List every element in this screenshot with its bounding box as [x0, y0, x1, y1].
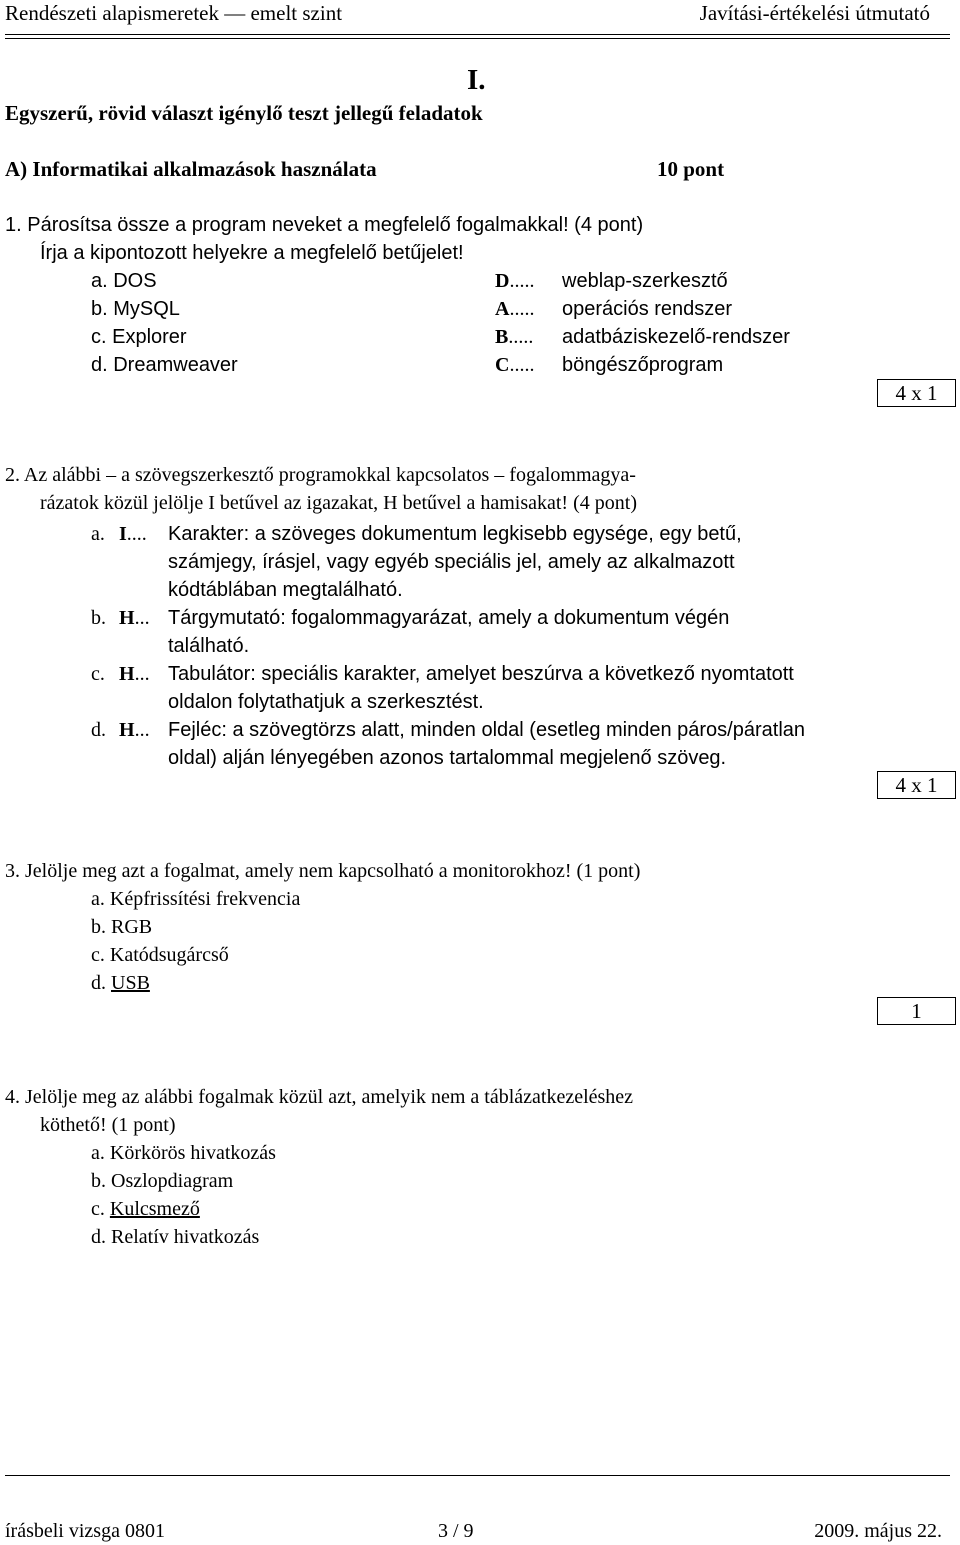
- q3-option-prefix: d.: [91, 972, 111, 994]
- q1-item-right: böngészőprogram: [562, 354, 724, 376]
- q4-prompt: 4. Jelölje meg az alábbi fogalmak közül azt, amelyik nem a táblázatkezeléshez: [5, 1086, 634, 1108]
- footer-rule: [5, 1475, 950, 1476]
- q2-item-label: c.: [91, 663, 105, 685]
- part-title: Egyszerű, rövid választ igénylő teszt jellegű feladatok: [5, 101, 483, 125]
- q2-item-label: b.: [91, 607, 106, 629]
- q2-item-text: oldal) alján lényegében azonos tartalommal megjelenő szöveg.: [168, 747, 727, 769]
- q3-option-answer: [91, 973, 150, 993]
- q1-item-left: c. Explorer: [91, 326, 187, 348]
- q1-answer-dots: .....: [509, 270, 535, 292]
- q1-answer-letter: C: [495, 354, 510, 376]
- q1-instruction: Írja a kipontozott helyekre a megfelelő betűjelet!: [40, 242, 464, 264]
- q3-correct-answer: USB: [111, 972, 150, 994]
- q1-answer-letter: A: [495, 298, 510, 320]
- q1-item-right: adatbáziskezelő-rendszer: [562, 326, 790, 348]
- q2-item-label: d.: [91, 719, 106, 741]
- q3-score-box: 1: [877, 997, 956, 1025]
- q2-mark-letter: H: [119, 607, 135, 629]
- q3-option: b. RGB: [91, 916, 153, 938]
- section-points: 10 pont: [657, 157, 725, 181]
- q2-mark-dots: ...: [134, 607, 150, 629]
- section-title: A) Informatikai alkalmazások használata: [5, 157, 377, 181]
- q2-item-text: kódtáblában megtalálható.: [168, 579, 403, 601]
- page-number: 3 / 9: [438, 1520, 474, 1542]
- header-rule: [5, 34, 950, 35]
- q1-item-answer: [495, 271, 534, 291]
- q4-prompt-cont: köthető! (1 pont): [40, 1114, 176, 1136]
- q2-item-text: Karakter: a szöveges dokumentum legkisebb egysége, egy betű,: [168, 523, 742, 545]
- q2-prompt: 2. Az alábbi – a szövegszerkesztő programokkal kapcsolatos – fogalommagya-: [5, 464, 636, 486]
- q1-answer-letter: B: [495, 326, 509, 348]
- footer-date: 2009. május 22.: [814, 1520, 942, 1542]
- q2-mark-dots: ...: [134, 663, 150, 685]
- q2-score-box: 4 x 1: [877, 771, 956, 799]
- header-left: Rendészeti alapismeretek — emelt szint: [5, 1, 343, 25]
- q2-item-mark: [119, 608, 150, 628]
- q4-correct-answer: Kulcsmező: [109, 1198, 200, 1220]
- q2-item-label: a.: [91, 523, 105, 545]
- q2-mark-dots: ...: [134, 719, 150, 741]
- q2-item-mark: [119, 664, 150, 684]
- q1-item-left: a. DOS: [91, 270, 157, 292]
- q4-option-prefix: c.: [91, 1198, 110, 1220]
- q1-answer-dots: .....: [508, 326, 534, 348]
- q1-item-answer: [495, 299, 534, 319]
- q2-item-text: található.: [168, 635, 250, 657]
- q1-item-left: d. Dreamweaver: [91, 354, 238, 376]
- q4-option: d. Relatív hivatkozás: [91, 1226, 260, 1248]
- q2-mark-letter: H: [119, 719, 135, 741]
- q1-score-box: 4 x 1: [877, 379, 956, 407]
- q1-answer-dots: .....: [509, 354, 535, 376]
- q2-mark-letter: I: [119, 523, 127, 545]
- header-rule-2: [5, 38, 950, 39]
- q4-option-answer: [91, 1199, 200, 1219]
- q1-answer-dots: .....: [509, 298, 535, 320]
- q1-item-answer: [495, 327, 533, 347]
- q2-item-text: Tabulátor: speciális karakter, amelyet beszúrva a következő nyomtatott: [168, 663, 794, 685]
- q4-option: a. Körkörös hivatkozás: [91, 1142, 276, 1164]
- q2-mark-letter: H: [119, 663, 135, 685]
- q3-prompt: 3. Jelölje meg azt a fogalmat, amely nem kapcsolható a monitorokhoz! (1 pont): [5, 860, 641, 882]
- q2-item-mark: [119, 524, 147, 544]
- q1-item-right: weblap-szerkesztő: [562, 270, 728, 292]
- q1-answer-letter: D: [495, 270, 510, 292]
- header-right: Javítási-értékelési útmutató: [699, 1, 930, 25]
- q3-option: c. Katódsugárcső: [91, 944, 229, 966]
- q2-prompt-cont: rázatok közül jelölje I betűvel az igazakat, H betűvel a hamisakat! (4 pont): [40, 492, 637, 514]
- q1-item-left: b. MySQL: [91, 298, 180, 320]
- q3-option: a. Képfrissítési frekvencia: [91, 888, 301, 910]
- q1-item-right: operációs rendszer: [562, 298, 733, 320]
- q1-item-answer: [495, 355, 534, 375]
- footer-left: írásbeli vizsga 0801: [5, 1520, 165, 1542]
- q2-item-text: Tárgymutató: fogalommagyarázat, amely a dokumentum végén: [168, 607, 730, 629]
- q2-item-text: Fejléc: a szövegtörzs alatt, minden oldal (esetleg minden páros/páratlan: [168, 719, 806, 741]
- q2-item-text: számjegy, írásjel, vagy egyéb speciális jel, amely az alkalmazott: [168, 551, 735, 573]
- part-roman: I.: [467, 64, 486, 96]
- q2-item-mark: [119, 720, 150, 740]
- q2-mark-dots: ....: [126, 523, 147, 545]
- q1-prompt: 1. Párosítsa össze a program neveket a megfelelő fogalmakkal! (4 pont): [5, 214, 644, 236]
- q4-option: b. Oszlopdiagram: [91, 1170, 234, 1192]
- q2-item-text: oldalon folytathatjuk a szerkesztést.: [168, 691, 484, 713]
